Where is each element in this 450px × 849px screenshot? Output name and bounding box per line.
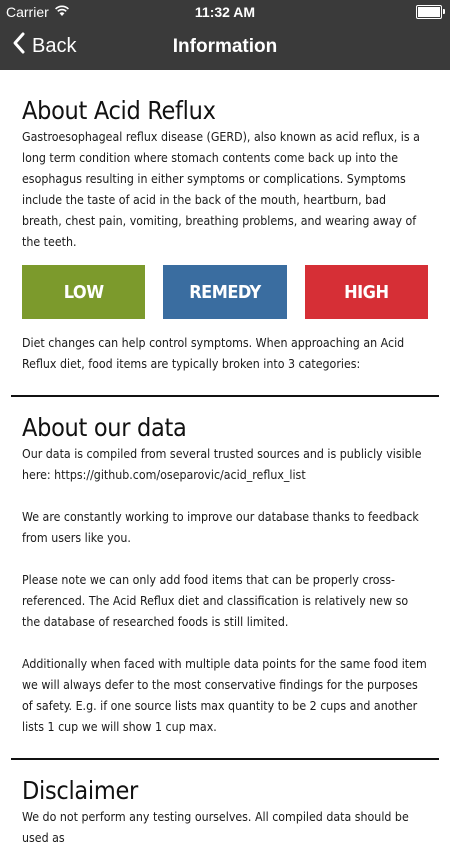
back-label: Back [32,34,77,57]
disclaimer-heading: Disclaimer [22,776,138,805]
category-legend [22,265,428,319]
about-reflux-body: Gastroesophageal reflux disease (GERD), also known as acid reflux, is a long term condition where stomach contents come back up into the esophagus resulting in either symptoms or complications. Symptoms include the taste of acid in the back of the mouth, heartburn, bad breath, chest pain, vomiting, breathing problems, and wearing away of the teeth. [22,130,420,249]
top-bar [0,0,450,70]
about-acid-reflux-section [0,96,450,375]
navigation-bar [0,24,450,70]
page-title: Information [172,36,278,57]
carrier-label: Carrier [6,4,49,20]
category-low: LOW [22,265,145,319]
disclaimer-section [0,776,450,849]
about-data-p4: Additionally when faced with multiple data points for the same food item we will always defer to the most conservative findings for the purposes of safety. E.g. if one source lists max quantity to be 2 cups and another lists 1 cup we will show 1 cup max. [22,657,427,734]
disclaimer-body: We do not perform any testing ourselves. All compiled data should be used as [22,810,409,845]
status-time: 11:32 AM [194,4,256,20]
battery-icon [416,5,442,19]
about-data-p3: Please note we can only add food items that can be properly cross-referenced. The Acid Reflux diet and classification is relatively new so the database of researched foods is still limited. [22,573,409,629]
category-remedy: REMEDY [163,265,286,319]
about-data-heading: About our data [22,413,187,442]
about-data-p2: We are constantly working to improve our database thanks to feedback from users like you. [22,510,419,545]
diet-note: Diet changes can help control symptoms. When approaching an Acid Reflux diet, food items are typically broken into 3 categories: [22,336,405,371]
about-data-p1: Our data is compiled from several trusted sources and is publicly visible here: https://github.com/oseparovic/acid_reflux_list [22,447,422,482]
about-data-section [0,413,450,738]
info-scroll-view[interactable] [0,70,450,845]
about-reflux-heading: About Acid Reflux [22,96,216,125]
status-bar [0,0,450,24]
category-high: HIGH [305,265,428,319]
